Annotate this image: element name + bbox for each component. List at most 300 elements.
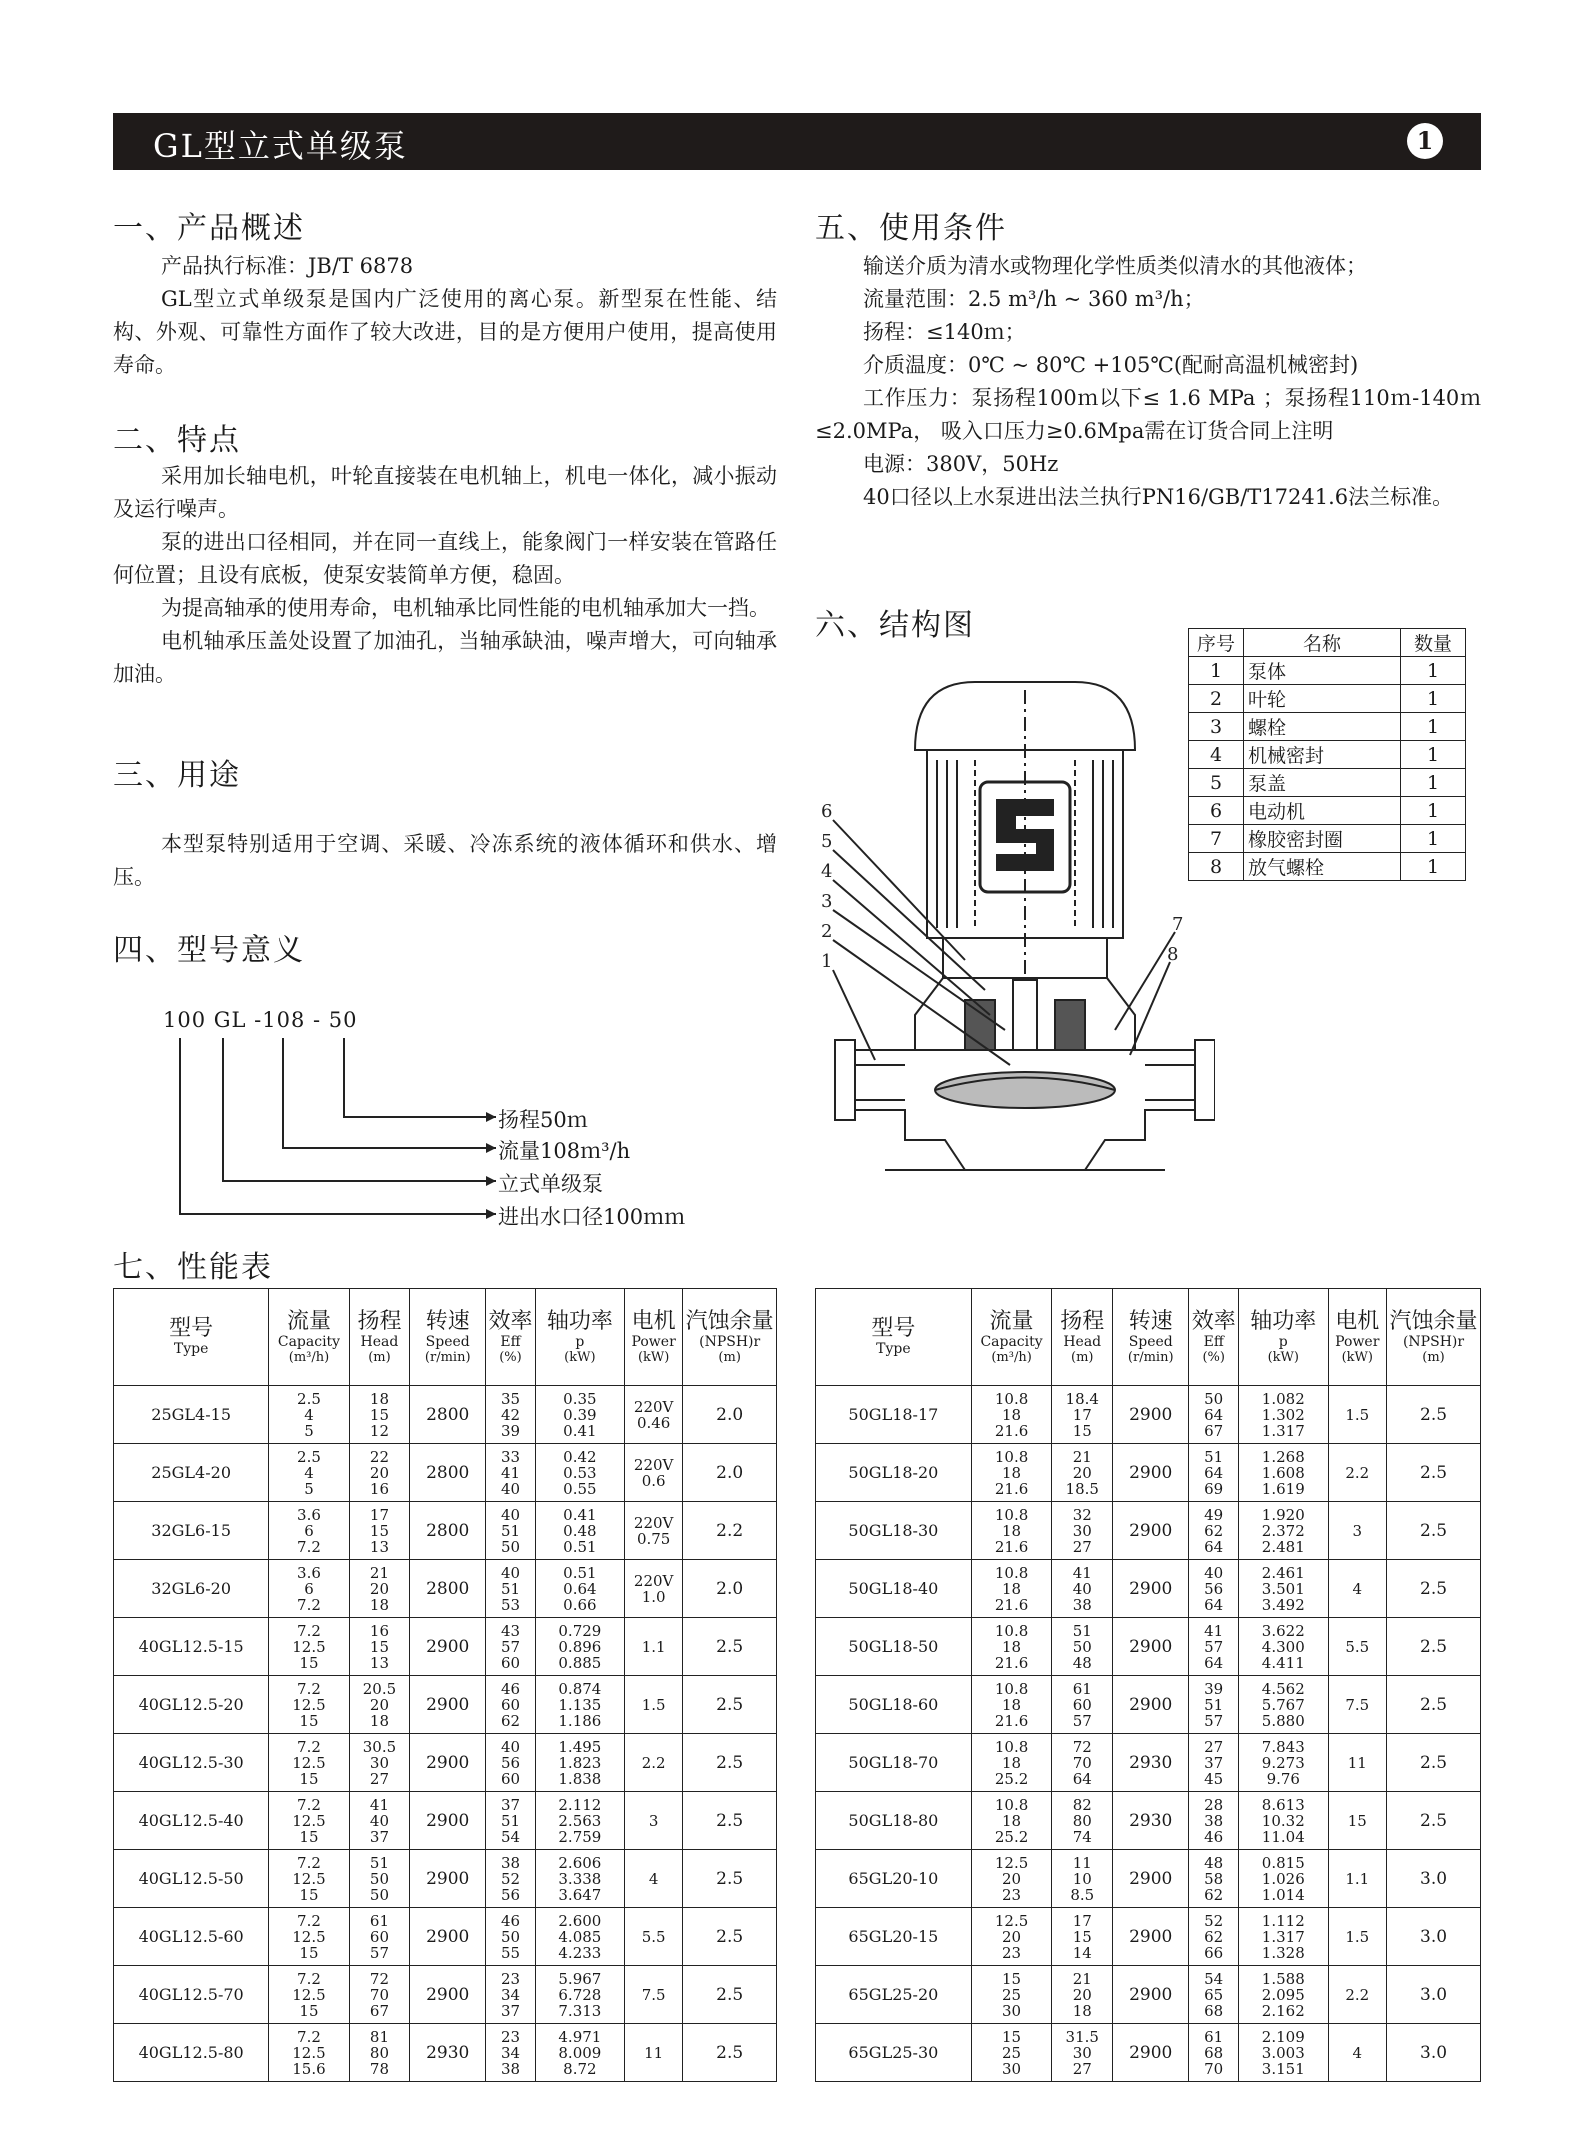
perf-value: 7.2 (297, 1795, 321, 1814)
perf-value: 61 (1072, 1679, 1092, 1698)
perf-cell-speed: 2800 (410, 1502, 486, 1560)
perf-cell-head (1052, 1908, 1113, 1966)
perf-value: 21.6 (994, 1653, 1029, 1672)
parts-row (1189, 797, 1466, 825)
perf-cell-npsh: 2.5 (1387, 1386, 1481, 1444)
paragraph: 扬程：≤140ｍ； (863, 320, 1026, 344)
callout-label: 2 (821, 921, 833, 942)
perf-value: 40 (500, 1505, 521, 1524)
paragraph: 产品执行标准：JB/T 6878 (161, 254, 414, 278)
perf-cell-shaft (1239, 2024, 1328, 2082)
perf-value: 38 (1072, 1595, 1092, 1614)
perf-value: 8.613 (1261, 1795, 1305, 1814)
perf-value: 13 (369, 1653, 389, 1672)
perf-value: 0.51 (563, 1537, 597, 1556)
perf-header-cn: 型号 (169, 1316, 214, 1341)
perf-value: 1.317 (1261, 1927, 1305, 1946)
paragraph: 40口径以上水泵进出法兰执行PN16/GB/T17241.6法兰标准。 (863, 485, 1454, 509)
perf-value: 64 (1204, 1537, 1224, 1556)
perf-value: 15 (1072, 1421, 1092, 1440)
perf-value: 35 (500, 1389, 521, 1408)
overview-text (113, 250, 777, 382)
perf-value: 3.647 (558, 1885, 602, 1904)
perf-header-cn: 转速 (425, 1308, 470, 1334)
perf-header-unit: (m³/h) (991, 1349, 1032, 1365)
perf-value: 12.5 (292, 1985, 326, 2004)
part-name: 叶轮 (1244, 685, 1401, 713)
perf-value: 32 (1072, 1505, 1092, 1524)
paragraph: 工作压力：泵扬程100ｍ以下≤ 1.6 MPa ；泵扬程110ｍ-140ｍ≤2.0MPa， 吸入口压力≥0.6Mpa需在订货合同上注明 (815, 386, 1481, 443)
perf-value: 0.46 (636, 1413, 671, 1432)
perf-value: 15 (369, 1521, 389, 1540)
perf-cell-shaft (1239, 1966, 1328, 2024)
perf-cell-shaft (535, 1908, 624, 1966)
perf-value: 5.5 (641, 1927, 666, 1946)
perf-value: 56 (1204, 1579, 1224, 1598)
perf-header-en: (NPSH)r (699, 1333, 761, 1350)
perf-cell-npsh: 2.5 (1387, 1734, 1481, 1792)
perf-value: 67 (1204, 1421, 1224, 1440)
perf-header-unit: (kW) (1341, 1349, 1373, 1365)
perf-cell-head (349, 1908, 410, 1966)
perf-cell-head (1052, 1444, 1113, 1502)
perf-cell-head (1052, 1792, 1113, 1850)
perf-cell-head (349, 1676, 410, 1734)
perf-value: 20 (1002, 1869, 1022, 1888)
perf-value: 72 (369, 1969, 389, 1988)
perf-cell-flow (269, 1444, 349, 1502)
perf-cell-type: 50GL18-50 (816, 1618, 972, 1676)
perf-row (114, 1966, 777, 2024)
perf-value: 37 (369, 1827, 389, 1846)
perf-header-en: Capacity (980, 1333, 1043, 1350)
perf-cell-speed: 2900 (1113, 1386, 1189, 1444)
perf-cell-type: 50GL18-60 (816, 1676, 972, 1734)
perf-cell-head (1052, 1502, 1113, 1560)
perf-value: 0.48 (563, 1521, 597, 1540)
part-quantity: 1 (1401, 797, 1466, 825)
perf-header-cn: 轴功率 (546, 1308, 613, 1334)
perf-value: 28 (1204, 1795, 1224, 1814)
perf-value: 21.6 (994, 1479, 1029, 1498)
perf-cell-speed: 2800 (410, 1386, 486, 1444)
perf-value: 61 (1204, 2027, 1224, 2046)
perf-cell-head (349, 1386, 410, 1444)
perf-cell-flow (971, 1386, 1052, 1444)
perf-cell-type: 32GL6-15 (114, 1502, 269, 1560)
perf-value: 40 (1204, 1563, 1224, 1582)
perf-row (114, 1734, 777, 1792)
perf-value: 15 (299, 1769, 319, 1788)
perf-cell-head (349, 1560, 410, 1618)
section-title-features: 二、特点 (113, 423, 241, 458)
perf-value: 0.53 (563, 1463, 597, 1482)
perf-header-en: Eff (1203, 1333, 1224, 1350)
perf-cell-speed: 2900 (1113, 1502, 1189, 1560)
perf-cell-type: 40GL12.5-40 (114, 1792, 269, 1850)
perf-value: 30 (1002, 2001, 1022, 2020)
parts-header-cell: 序号 (1189, 629, 1244, 657)
perf-header-cell (1052, 1289, 1113, 1386)
perf-value: 15 (299, 1827, 319, 1846)
perf-row (816, 1676, 1481, 1734)
perf-header-cn: 型号 (871, 1316, 916, 1341)
perf-cell-motor (1328, 1734, 1387, 1792)
perf-value: 4.971 (558, 2027, 602, 2046)
perf-cell-speed: 2900 (410, 1734, 486, 1792)
part-quantity: 1 (1401, 713, 1466, 741)
perf-header-en: Type (173, 1341, 209, 1357)
perf-value: 12.5 (292, 1811, 326, 1830)
perf-cell-eff (1189, 1734, 1239, 1792)
perf-value: 18 (1002, 1405, 1022, 1424)
perf-header-row (816, 1289, 1481, 1386)
perf-cell-flow (971, 1502, 1052, 1560)
perf-value: 7.2 (297, 1969, 321, 1988)
perf-cell-motor (1328, 1386, 1387, 1444)
perf-value: 2.600 (558, 1911, 602, 1930)
perf-value: 7.2 (297, 1911, 321, 1930)
callout-label: 7 (1172, 914, 1184, 935)
perf-header-en: Speed (1128, 1333, 1173, 1350)
perf-cell-speed: 2900 (410, 1618, 486, 1676)
perf-value: 51 (1204, 1695, 1224, 1714)
perf-cell-speed: 2900 (410, 1792, 486, 1850)
perf-header-cn: 电机 (1335, 1308, 1380, 1334)
perf-value: 2.5 (297, 1389, 321, 1408)
perf-value: 41 (1204, 1621, 1224, 1640)
perf-value: 18 (1072, 2001, 1092, 2020)
perf-cell-type: 32GL6-20 (114, 1560, 269, 1618)
perf-value: 15 (299, 2001, 319, 2020)
perf-cell-speed: 2900 (1113, 1966, 1189, 2024)
perf-header-cn: 扬程 (357, 1308, 402, 1334)
paragraph: 泵的进出口径相同，并在同一直线上，能象阀门一样安装在管路任何位置；且设有底板，使泵安装简单方便，稳固。 (113, 530, 777, 587)
perf-value: 1.608 (1261, 1463, 1305, 1482)
perf-value: 51 (500, 1579, 521, 1598)
paragraph: 介质温度：0℃ ~ 80℃ +105℃(配耐高温机械密封) (863, 353, 1359, 377)
perf-value: 10.8 (994, 1389, 1029, 1408)
perf-cell-speed: 2900 (1113, 1618, 1189, 1676)
part-number: 8 (1189, 853, 1244, 881)
part-number: 4 (1189, 741, 1244, 769)
perf-cell-npsh: 2.5 (1387, 1676, 1481, 1734)
section-title-usage: 三、用途 (113, 758, 241, 793)
perf-value: 4.233 (558, 1943, 602, 1962)
perf-value: 21 (1072, 1969, 1092, 1988)
perf-row (114, 2024, 777, 2082)
perf-value: 55 (500, 1943, 521, 1962)
perf-value: 53 (500, 1595, 521, 1614)
perf-cell-flow (971, 1734, 1052, 1792)
perf-value: 7.5 (1345, 1695, 1370, 1714)
perf-header-cn: 效率 (1191, 1308, 1236, 1334)
perf-value: 40 (500, 1479, 521, 1498)
perf-value: 40 (500, 1737, 521, 1756)
perf-cell-eff (1189, 1618, 1239, 1676)
perf-cell-motor (624, 1908, 682, 1966)
perf-value: 46 (1204, 1827, 1224, 1846)
part-number: 3 (1189, 713, 1244, 741)
paragraph: 采用加长轴电机，叶轮直接装在电机轴上，机电一体化，减小振动及运行噪声。 (113, 464, 777, 521)
perf-value: 15 (299, 1711, 319, 1730)
perf-value: 1.268 (1261, 1447, 1305, 1466)
perf-cell-motor (624, 1792, 682, 1850)
perf-value: 68 (1204, 2043, 1224, 2062)
perf-value: 2.2 (1345, 1985, 1370, 2004)
perf-value: 5 (304, 1421, 314, 1440)
perf-cell-flow (971, 1908, 1052, 1966)
perf-value: 10.8 (994, 1679, 1029, 1698)
perf-value: 64 (1204, 1405, 1224, 1424)
perf-value: 2.109 (1261, 2027, 1305, 2046)
perf-cell-shaft (1239, 1850, 1328, 1908)
perf-value: 7.843 (1261, 1737, 1305, 1756)
perf-value: 7.2 (297, 1621, 321, 1640)
model-desc-flow: 流量108ｍ³/h (498, 1139, 631, 1163)
perf-value: 45 (1204, 1769, 1224, 1788)
perf-value: 58 (1204, 1869, 1224, 1888)
perf-cell-shaft (535, 1850, 624, 1908)
perf-cell-flow (971, 1560, 1052, 1618)
perf-value: 7.2 (297, 2027, 321, 2046)
perf-value: 220V (633, 1397, 674, 1416)
perf-value: 7.5 (641, 1985, 666, 2004)
perf-value: 0.874 (558, 1679, 602, 1698)
perf-row (114, 1444, 777, 1502)
perf-value: 37 (500, 1795, 521, 1814)
perf-value: 4.300 (1261, 1637, 1305, 1656)
perf-value: 12.5 (292, 1927, 326, 1946)
perf-value: 50 (369, 1885, 389, 1904)
perf-value: 4 (1352, 1579, 1363, 1598)
perf-value: 22 (369, 1447, 389, 1466)
perf-value: 60 (500, 1769, 521, 1788)
perf-header-unit: (r/min) (1127, 1349, 1174, 1365)
performance-table-right (815, 1288, 1481, 2082)
part-name: 放气螺栓 (1244, 853, 1401, 881)
perf-value: 0.729 (558, 1621, 602, 1640)
model-desc-type: 立式单级泵 (498, 1172, 603, 1196)
perf-value: 0.55 (563, 1479, 597, 1498)
perf-cell-motor (1328, 1502, 1387, 1560)
perf-header-cn: 扬程 (1060, 1308, 1105, 1334)
perf-value: 5 (304, 1479, 314, 1498)
perf-value: 3 (1352, 1521, 1363, 1540)
perf-value: 48 (1072, 1653, 1092, 1672)
perf-cell-motor (624, 1618, 682, 1676)
perf-value: 67 (369, 2001, 389, 2020)
perf-value: 5.880 (1261, 1711, 1305, 1730)
perf-value: 1.838 (558, 1769, 602, 1788)
perf-cell-flow (269, 1560, 349, 1618)
perf-value: 2.095 (1261, 1985, 1305, 2004)
callout-label: 1 (821, 951, 833, 972)
perf-value: 56 (500, 1885, 521, 1904)
perf-value: 12.5 (994, 1911, 1029, 1930)
perf-header-cell (624, 1289, 682, 1386)
perf-cell-flow (269, 1908, 349, 1966)
perf-value: 20 (369, 1579, 389, 1598)
perf-header-cell (1239, 1289, 1328, 1386)
perf-cell-eff (486, 1676, 536, 1734)
perf-cell-flow (269, 1850, 349, 1908)
perf-cell-motor (1328, 1792, 1387, 1850)
perf-value: 2.5 (297, 1447, 321, 1466)
callout-label: 3 (821, 891, 833, 912)
perf-cell-speed: 2800 (410, 1560, 486, 1618)
perf-value: 17 (1072, 1911, 1092, 1930)
perf-value: 15 (299, 1885, 319, 1904)
perf-value: 20.5 (362, 1679, 397, 1698)
parts-row (1189, 657, 1466, 685)
perf-cell-flow (971, 1618, 1052, 1676)
perf-value: 12.5 (292, 1637, 326, 1656)
perf-cell-head (349, 1502, 410, 1560)
perf-value: 1.112 (1261, 1911, 1305, 1930)
perf-header-cn: 电机 (631, 1308, 676, 1334)
perf-value: 1.317 (1261, 1421, 1305, 1440)
perf-cell-head (1052, 2024, 1113, 2082)
perf-cell-flow (971, 1676, 1052, 1734)
model-desc-head: 扬程50ｍ (498, 1108, 588, 1132)
perf-cell-head (349, 2024, 410, 2082)
perf-cell-type: 50GL18-30 (816, 1502, 972, 1560)
perf-value: 18 (1002, 1753, 1022, 1772)
perf-value: 10.8 (994, 1505, 1029, 1524)
paragraph: 本型泵特别适用于空调、采暖、冷冻系统的液体循环和供水、增压。 (113, 832, 777, 889)
perf-value: 64 (1204, 1463, 1224, 1482)
perf-header-cn: 汽蚀余量 (1389, 1308, 1478, 1334)
perf-value: 4.085 (558, 1927, 602, 1946)
perf-header-cn: 轴功率 (1250, 1308, 1317, 1334)
perf-header-unit: (m) (368, 1349, 391, 1365)
perf-value: 18 (369, 1711, 389, 1730)
perf-row (114, 1850, 777, 1908)
perf-value: 62 (1204, 1885, 1224, 1904)
perf-cell-eff (486, 1908, 536, 1966)
perf-value: 1.186 (558, 1711, 602, 1730)
perf-row (816, 2024, 1481, 2082)
perf-value: 33 (500, 1447, 521, 1466)
perf-cell-head (349, 1444, 410, 1502)
parts-row (1189, 769, 1466, 797)
perf-cell-flow (269, 1502, 349, 1560)
perf-cell-shaft (1239, 1792, 1328, 1850)
perf-value: 1.588 (1261, 1969, 1305, 1988)
perf-cell-shaft (535, 1560, 624, 1618)
perf-value: 4 (304, 1463, 314, 1482)
perf-value: 54 (1204, 1969, 1224, 1988)
perf-header-unit: (kW) (1267, 1349, 1299, 1365)
perf-cell-shaft (535, 1444, 624, 1502)
perf-cell-flow (971, 1850, 1052, 1908)
perf-value: 20 (1072, 1985, 1092, 2004)
perf-value: 41 (500, 1463, 521, 1482)
perf-value: 30.5 (362, 1737, 397, 1756)
perf-value: 3.501 (1261, 1579, 1305, 1598)
perf-cell-head (1052, 1386, 1113, 1444)
perf-value: 62 (1204, 1521, 1224, 1540)
perf-value: 70 (1204, 2059, 1224, 2078)
perf-value: 3.6 (297, 1505, 321, 1524)
perf-header-cell (486, 1289, 536, 1386)
perf-value: 18 (1002, 1521, 1022, 1540)
perf-value: 0.815 (1261, 1853, 1305, 1872)
perf-cell-npsh: 2.5 (1387, 1444, 1481, 1502)
perf-value: 4.411 (1261, 1653, 1305, 1672)
perf-cell-motor (624, 1444, 682, 1502)
perf-value: 15 (1002, 2027, 1022, 2046)
perf-value: 70 (1072, 1753, 1092, 1772)
perf-cell-motor (1328, 1908, 1387, 1966)
perf-value: 69 (1204, 1479, 1224, 1498)
perf-value: 8.009 (558, 2043, 602, 2062)
perf-row (816, 1618, 1481, 1676)
perf-cell-speed: 2900 (1113, 1676, 1189, 1734)
perf-value: 20 (1002, 1927, 1022, 1946)
perf-value: 6 (304, 1521, 314, 1540)
perf-cell-npsh: 2.5 (683, 1966, 777, 2024)
perf-header-cn: 汽蚀余量 (685, 1308, 774, 1334)
perf-cell-eff (1189, 1908, 1239, 1966)
perf-value: 12.5 (292, 1869, 326, 1888)
perf-cell-speed: 2900 (1113, 1908, 1189, 1966)
perf-cell-head (1052, 1850, 1113, 1908)
perf-value: 54 (500, 1827, 521, 1846)
pump-structure-diagram (815, 670, 1215, 1200)
perf-header-en: Type (876, 1341, 911, 1357)
perf-value: 0.75 (636, 1529, 671, 1548)
perf-cell-motor (1328, 1444, 1387, 1502)
perf-cell-npsh: 2.5 (683, 1792, 777, 1850)
perf-cell-flow (971, 1966, 1052, 2024)
perf-value: 74 (1072, 1827, 1092, 1846)
perf-cell-head (1052, 1618, 1113, 1676)
page-number: 1 (1407, 123, 1443, 159)
perf-value: 3.622 (1261, 1621, 1305, 1640)
perf-value: 27 (1072, 1537, 1092, 1556)
perf-value: 1.0 (641, 1587, 666, 1606)
perf-value: 17 (369, 1505, 389, 1524)
perf-value: 220V (633, 1513, 674, 1532)
perf-header-unit: (r/min) (424, 1349, 471, 1365)
perf-header-cell (1113, 1289, 1189, 1386)
perf-value: 52 (500, 1869, 521, 1888)
perf-header-en: Head (1063, 1333, 1102, 1350)
perf-header-cell (683, 1289, 777, 1386)
perf-value: 80 (1072, 1811, 1092, 1830)
perf-value: 0.64 (563, 1579, 597, 1598)
perf-cell-shaft (1239, 1734, 1328, 1792)
perf-cell-speed: 2900 (1113, 1560, 1189, 1618)
perf-cell-motor (624, 2024, 682, 2082)
perf-value: 10.8 (994, 1621, 1029, 1640)
perf-row (114, 1618, 777, 1676)
perf-cell-speed: 2900 (1113, 1444, 1189, 1502)
perf-cell-eff (486, 1850, 536, 1908)
perf-value: 0.35 (563, 1389, 597, 1408)
perf-value: 2.162 (1261, 2001, 1305, 2020)
perf-cell-flow (971, 1792, 1052, 1850)
perf-value: 16 (369, 1621, 389, 1640)
perf-cell-shaft (1239, 1386, 1328, 1444)
perf-header-cn: 转速 (1128, 1308, 1173, 1334)
perf-cell-motor (1328, 1850, 1387, 1908)
perf-cell-eff (1189, 1502, 1239, 1560)
perf-cell-eff (486, 1734, 536, 1792)
part-quantity: 1 (1401, 853, 1466, 881)
